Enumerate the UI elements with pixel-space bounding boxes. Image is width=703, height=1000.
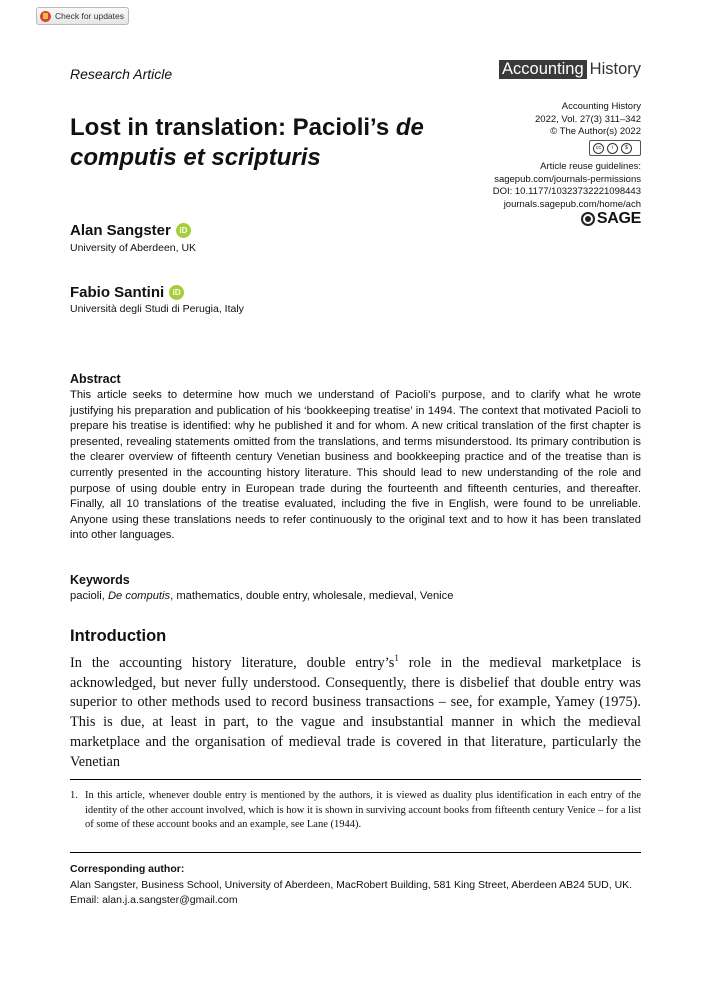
corresponding-divider bbox=[70, 852, 641, 853]
publisher-name: SAGE bbox=[596, 210, 641, 227]
corresponding-address: Alan Sangster, Business School, University of Aberdeen, MacRobert Building, 581 King Street, Aberdeen AB24 5UD, UK. bbox=[70, 879, 633, 891]
keywords-list bbox=[70, 590, 453, 602]
author-1-affiliation: University of Aberdeen, UK bbox=[70, 242, 197, 254]
nc-icon: $ bbox=[621, 143, 632, 154]
article-meta bbox=[493, 101, 641, 211]
abstract-text: This article seeks to determine how much we understand of Pacioli’s purpose, and to clarify what he wrote justifying his preparation and publication of his ‘bookkeeping treatise’ in 1494. The context that motivated Pacioli to prepare his treatise is identified: why he published it and for whom. A new critical translation of the first chapter is presented, revealing statements omitted from the translations, and terms misunderstood. Its primary contribution is the clearer overview of fifteenth century Venetian business and bookkeeping practice and of the treatise than is currently presented in the accounting history literature. This should lead to new understanding of the role and purpose of using double entry in European trade during the fourteenth and fifteenth centuries, and thereafter. Finally, all 10 translations of the treatise evaluated, including the five in English, were found to be unreliable. Anyone using these translations needs to refer continuously to the original text and to how it has been translated into other languages. bbox=[70, 389, 641, 542]
author-name: Alan Sangster bbox=[70, 222, 171, 239]
title-part2: de computis et scripturis bbox=[70, 114, 424, 171]
check-for-updates-button[interactable] bbox=[36, 7, 129, 25]
footnote-ref[interactable]: 1 bbox=[394, 653, 399, 664]
check-for-updates-label: Check for updates bbox=[55, 11, 124, 21]
article-title bbox=[70, 113, 470, 173]
intro-text-1: In the accounting history literature, double entry’s bbox=[70, 655, 395, 671]
sage-icon bbox=[581, 212, 595, 226]
orcid-icon[interactable]: iD bbox=[169, 285, 184, 300]
corresponding-heading: Corresponding author: bbox=[70, 863, 185, 875]
keywords-italic: De computis bbox=[107, 590, 171, 602]
keywords-before: pacioli, bbox=[70, 590, 108, 602]
cc-icon: cc bbox=[593, 143, 604, 154]
meta-copyright: © The Author(s) 2022 bbox=[550, 126, 641, 137]
keywords-heading: Keywords bbox=[70, 573, 130, 587]
abstract-heading: Abstract bbox=[70, 372, 121, 386]
meta-reuse-link[interactable]: sagepub.com/journals-permissions bbox=[494, 173, 641, 185]
footnote-number: 1. bbox=[70, 790, 78, 801]
intro-text-2: role in the medieval marketplace is acknowledged, but never fully understood. Consequently, there is disbelief that double entry was superior to other methods used to record business transactions – see, for example, Yamey (1975). This is due, at least in part, to the vague and insubstantial manner in which the medieval marketplace and the organisation of medieval trade is covered in that literature, particularly the Venetian bbox=[70, 655, 641, 770]
publisher-logo bbox=[581, 210, 641, 228]
introduction-heading: Introduction bbox=[70, 627, 167, 645]
journal-logo-rest: History bbox=[589, 60, 641, 78]
author-2 bbox=[70, 284, 184, 301]
orcid-icon[interactable]: iD bbox=[176, 223, 191, 238]
crossmark-icon bbox=[40, 11, 51, 22]
introduction-text bbox=[70, 654, 641, 772]
creative-commons-icon[interactable] bbox=[589, 140, 641, 156]
meta-journal: Accounting History bbox=[561, 101, 641, 112]
footnote-divider bbox=[70, 779, 641, 780]
journal-logo bbox=[499, 60, 641, 79]
keywords-after: , mathematics, double entry, wholesale, medieval, Venice bbox=[170, 590, 454, 602]
article-type: Research Article bbox=[70, 66, 173, 82]
footnote-text: In this article, whenever double entry is mentioned by the authors, it is viewed as duality plus identification in each entry of the identity of the other account involved, which is how it is shown in surviving account books from fifteenth century Venice – for a list of some of these account books and an example, see Lane (1944). bbox=[85, 790, 641, 830]
meta-journal-link[interactable]: journals.sagepub.com/home/ach bbox=[503, 198, 641, 210]
corresponding-details bbox=[70, 878, 645, 907]
author-name: Fabio Santini bbox=[70, 284, 165, 301]
meta-reuse: Article reuse guidelines: bbox=[540, 161, 641, 172]
journal-logo-box: Accounting bbox=[499, 60, 587, 79]
by-icon: i bbox=[607, 143, 618, 154]
meta-doi[interactable]: DOI: 10.1177/10323732221098443 bbox=[492, 186, 641, 197]
author-1 bbox=[70, 222, 191, 239]
title-part1: Lost in translation: Pacioli’s bbox=[70, 114, 396, 141]
meta-volume: 2022, Vol. 27(3) 311–342 bbox=[535, 113, 641, 125]
footnote bbox=[70, 789, 641, 833]
corresponding-email[interactable]: Email: alan.j.a.sangster@gmail.com bbox=[70, 893, 238, 906]
author-2-affiliation: Università degli Studi di Perugia, Italy bbox=[70, 303, 244, 315]
